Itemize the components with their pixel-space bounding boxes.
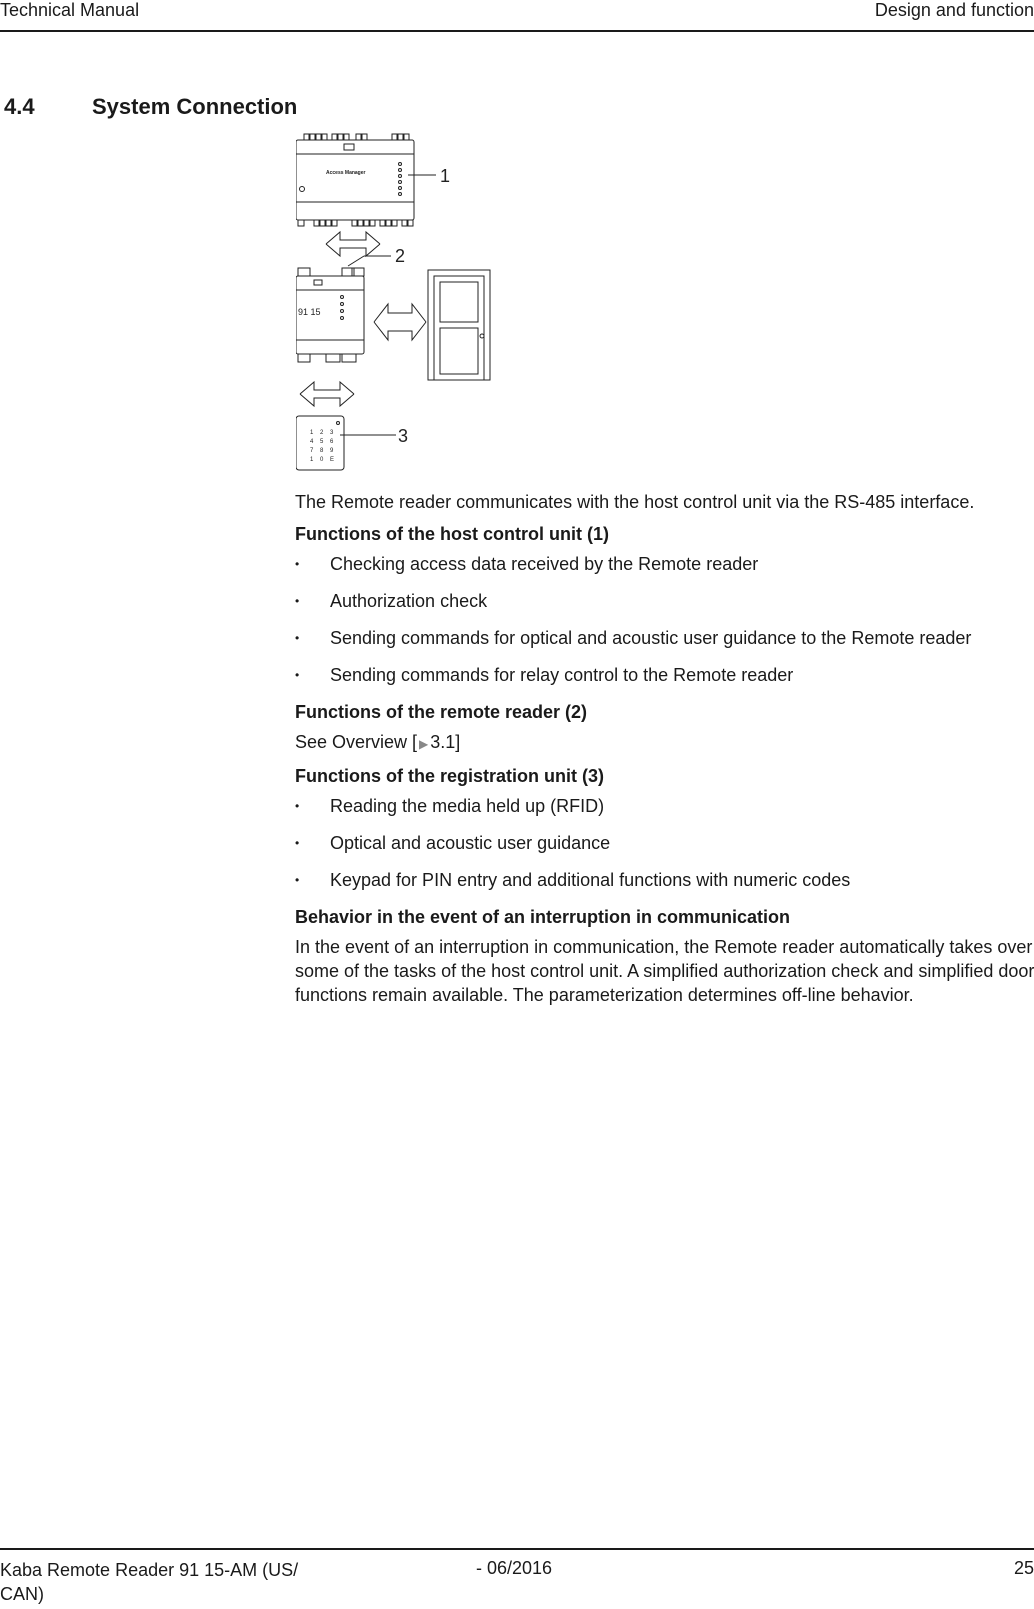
registration-functions-heading: Functions of the registration unit (3) — [295, 766, 604, 786]
keypad-key: 9 — [330, 448, 334, 454]
keypad-key: 2 — [320, 430, 324, 436]
list-item: • Sending commands for optical and acoustic user guidance to the Remote reader — [295, 626, 1034, 650]
keypad-key: E — [330, 457, 335, 463]
callout-leader-2-a — [348, 256, 364, 266]
host-functions-heading: Functions of the host control unit (1) — [295, 524, 609, 544]
running-header-right: Design and function — [874, 0, 1034, 20]
see-overview-link[interactable]: 3.1] — [430, 732, 461, 752]
keypad-key: 1 — [310, 430, 314, 436]
page-number: 25 — [1013, 1558, 1034, 1578]
see-overview-text: See Overview [ — [295, 732, 418, 752]
remote-functions-heading: Functions of the remote reader (2) — [295, 702, 588, 722]
reader-model-label: 91 15 — [298, 307, 321, 317]
keypad-key: 0 — [320, 457, 324, 463]
list-item: • Authorization check — [295, 589, 1034, 613]
keypad-key: 8 — [320, 448, 324, 454]
keypad-key: 6 — [330, 439, 334, 445]
host-label: Access Manager — [326, 170, 366, 176]
keypad-key: 1 — [310, 457, 314, 463]
footer-date: - 06/2016 — [476, 1558, 553, 1578]
cross-reference-arrow-icon: ▶ — [419, 737, 429, 751]
keypad-keys — [310, 430, 334, 463]
door-graphic — [428, 270, 490, 380]
list-item: • Optical and acoustic user guidance — [295, 831, 1034, 855]
header-divider — [0, 30, 1034, 32]
running-header-left: Technical Manual — [0, 0, 140, 20]
keypad-key: 7 — [310, 448, 314, 454]
list-item: • Keypad for PIN entry and additional functions with numeric codes — [295, 868, 1034, 892]
callout-number-3: 3 — [398, 426, 409, 446]
section-title: System Connection — [92, 94, 298, 119]
footer-divider — [0, 1548, 1034, 1550]
callout-number-2: 2 — [395, 246, 406, 266]
host-functions-list — [295, 552, 1034, 687]
callout-number-1: 1 — [440, 166, 451, 186]
system-connection-diagram — [296, 132, 526, 487]
behavior-heading: Behavior in the event of an interruption in communication — [295, 907, 791, 927]
keypad-key: 5 — [320, 439, 324, 445]
keypad-key: 3 — [330, 430, 334, 436]
list-item: • Checking access data received by the Remote reader — [295, 552, 1034, 576]
section-number: 4.4 — [4, 94, 35, 119]
registration-functions-list — [295, 794, 1034, 892]
footer-document-title: Kaba Remote Reader 91 15-AM (US/ CAN) — [0, 1560, 299, 1604]
list-item: • Reading the media held up (RFID) — [295, 794, 1034, 818]
behavior-paragraph: In the event of an interruption in communication, the Remote reader automatically takes over some of the tasks of the host control unit. A simplified authorization check and simplified door functions remain available. The parameterization determines off-line behavior. — [295, 937, 1034, 1005]
list-item: • Sending commands for relay control to the Remote reader — [295, 663, 1034, 687]
see-overview-line — [295, 730, 1034, 756]
intro-paragraph: The Remote reader communicates with the host control unit via the RS-485 interface. — [295, 492, 975, 512]
keypad-key: 4 — [310, 439, 314, 445]
host-control-unit — [296, 134, 414, 226]
body-content — [295, 490, 1034, 1015]
